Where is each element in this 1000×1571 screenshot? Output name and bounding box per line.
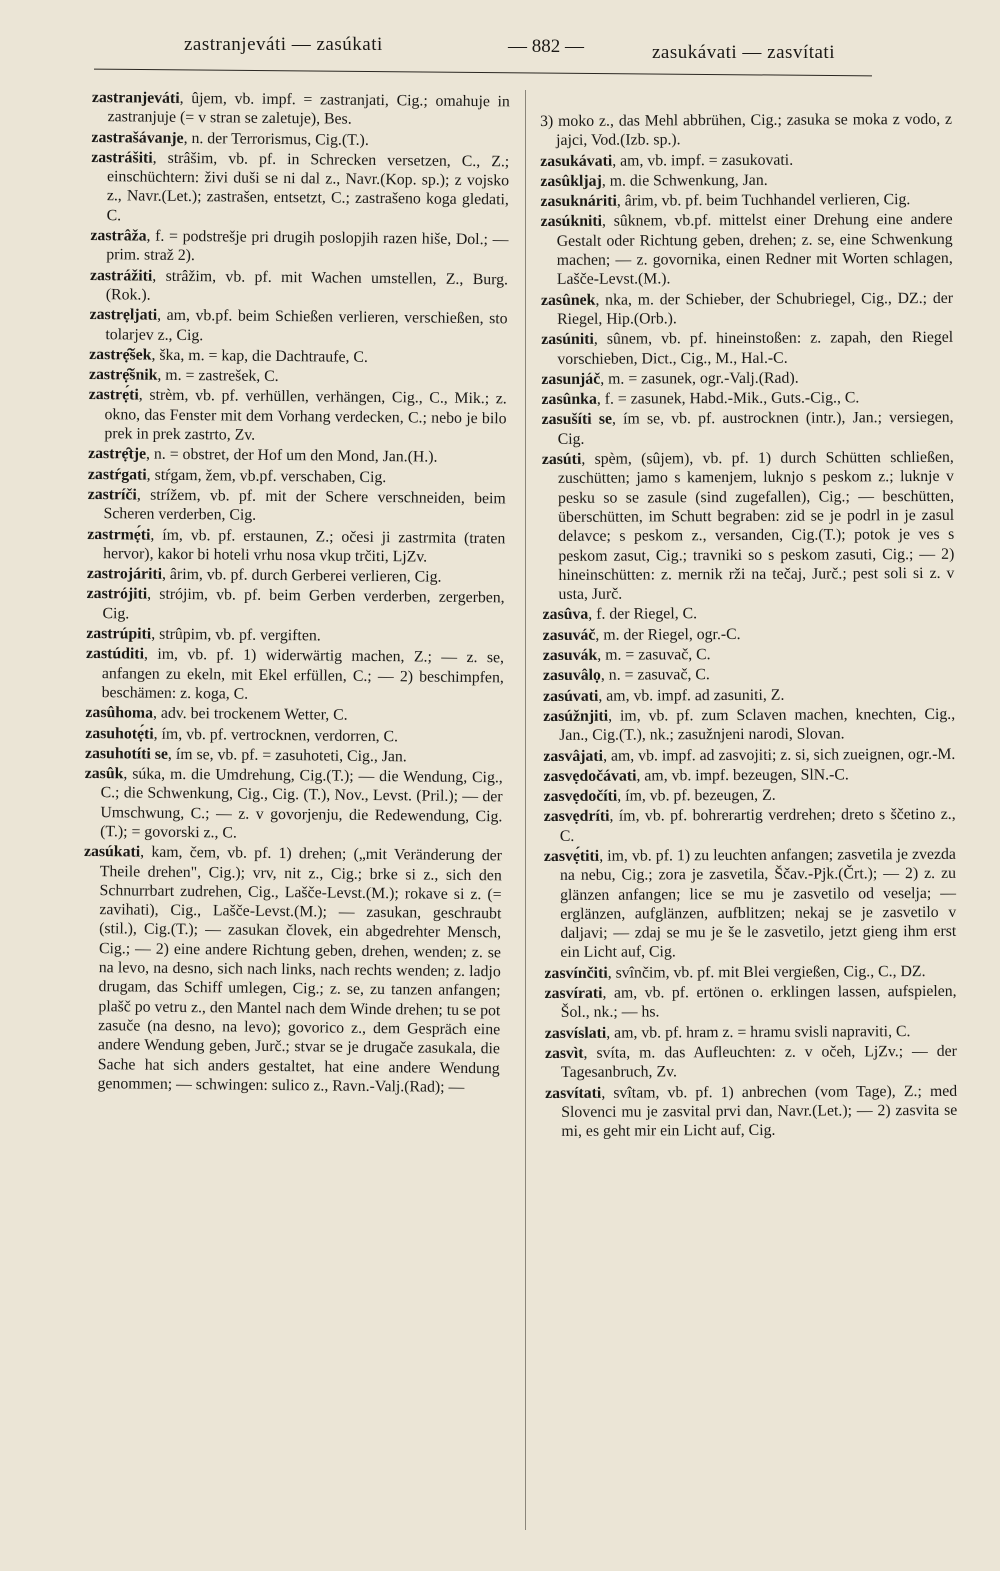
entry-headword: zasûk	[84, 765, 124, 783]
dictionary-entry	[545, 1081, 957, 1141]
entry-definition: , ârim, vb. pf. beim Tuchhandel verlieren, Cig.	[616, 191, 911, 210]
dictionary-entry	[545, 1042, 957, 1083]
entry-definition: , im, vb. pf. 1) zu leuchten anfangen; zasvetila je zvezda na nebu, Cig.; zora je zasvetila, Ščav.-Pjk.(Črt.); — 2) z. zu glänzen anfangen; lice se mu je zasvetilo od veselja; — erglänzen, aufglänzen, aufblitzen; nekaj se je zasvetilo v daljavi; — zdaj se mu je še le zasvetilo, jetzt gieng ihm erst ein Licht auf, Cig.	[559, 845, 957, 962]
entry-definition: , svînčim, vb. pf. mit Blei vergießen, Cig., C., DZ.	[607, 962, 926, 982]
dictionary-entry	[86, 644, 505, 706]
dictionary-entry	[542, 408, 954, 449]
entry-headword: zasûva	[542, 606, 589, 624]
entry-headword: zastrojáriti	[86, 565, 163, 583]
entry-definition: , nka, m. der Schieber, der Schubriegel, Cig., DZ.; der Riegel, Hip.(Orb.).	[557, 289, 954, 328]
dictionary-entry	[541, 210, 953, 289]
entry-headword: zastrmẹ́ti	[87, 525, 151, 544]
entry-headword: zasvẹ́titi	[543, 847, 600, 865]
entry-headword: zastŕgati	[87, 465, 147, 484]
entry-headword: zasvínčiti	[544, 964, 608, 982]
entry-headword: zastrẹ̑tje	[88, 445, 147, 463]
dictionary-entry	[92, 88, 510, 131]
entry-headword: zasvítati	[545, 1084, 602, 1102]
entry-headword: zastrášiti	[91, 148, 153, 167]
entry-definition: , ûjem, vb. impf. = zastranjati, Cig.; omahuje in zastranjuje (= v stran se zaletuje), Bes.	[107, 89, 510, 129]
entry-definition: , n. der Terrorismus, Cig.(T.).	[183, 129, 369, 149]
entry-headword: zasuhotíti se	[84, 744, 169, 763]
entry-headword: zastrójiti	[86, 585, 148, 604]
entry-headword: zasúkniti	[540, 213, 603, 231]
entry-definition: , svíta, m. das Aufleuchten: z. v očeh, LjZv.; — der Tagesanbruch, Zv.	[560, 1042, 957, 1082]
entry-headword: zasuknáriti	[540, 192, 617, 211]
header-right-guide-words: zasukávati — zasvítati	[652, 42, 835, 63]
entry-headword: zastrẹ̑šnik	[88, 366, 158, 384]
entry-definition: , m. = zastrešek, C.	[157, 366, 279, 386]
entry-headword: zasukávati	[540, 152, 613, 170]
entry-headword: zastrašávanje	[91, 128, 184, 147]
entry-headword: zasvẹdočíti	[543, 787, 618, 806]
dictionary-entry	[86, 584, 504, 627]
dictionary-entry	[90, 226, 508, 269]
entry-definition: , am, vb. impf. = zasukovati.	[612, 151, 794, 170]
entry-headword: zasvẹdríti	[543, 808, 610, 826]
entry-definition: , m. = zasunek, ogr.-Valj.(Rad).	[600, 369, 799, 388]
entry-definition: , ím, vb. pf. erstaunen, Z.; očesi ji zastrmita (traten hervor), kakor bi hoteli vrhu nosa vkup trčiti, LjZv.	[103, 526, 506, 566]
entry-definition: , strèm, vb. pf. verhüllen, verhängen, Cig., C., Mik.; z. okno, das Fenster mit dem Vorhang verdecken, C.; nebo je bilo prek in prek zastrto, Zv.	[104, 386, 507, 444]
entry-headword: zasuvâlọ	[542, 667, 601, 685]
entry-definition: , ím se, vb. pf. austrocknen (intr.), Jan.; versiegen, Cig.	[557, 409, 954, 448]
entry-definition: , am, vb. pf. ertönen o. erklingen lassen, aufspielen, Šol., nk.; — hs.	[560, 982, 957, 1022]
dictionary-entry	[81, 842, 502, 1097]
entry-headword: zastrážiti	[89, 266, 153, 285]
entry-definition: , ím, vb. pf. bezeugen, Z.	[617, 786, 776, 805]
entry-headword: zastranjeváti	[91, 88, 180, 107]
dictionary-entry	[543, 664, 955, 685]
entry-headword: zasúkati	[83, 843, 141, 861]
dictionary-entry	[88, 385, 507, 447]
entry-definition: , am, vb.pf. beim Schießen verlieren, verschießen, sto tolarjev z., Cig.	[105, 306, 508, 344]
entry-headword: zasûnek	[540, 291, 596, 309]
dictionary-entry	[540, 110, 952, 151]
dictionary-entry	[543, 765, 955, 786]
entry-definition: , ím, vb. pf. bohrerartig verdrehen; dreto s ščetino z., C.	[559, 806, 956, 845]
entry-headword: zastrúpiti	[86, 624, 152, 643]
dictionary-entry	[543, 684, 955, 705]
entry-headword: zasuvák	[542, 646, 598, 665]
entry-definition: , f. der Riegel, C.	[588, 605, 698, 624]
dictionary-entry	[540, 170, 952, 191]
dictionary-entry	[543, 705, 955, 746]
dictionary-entry	[540, 190, 952, 211]
entry-definition: , f. = zasunek, Habd.-Mik., Guts.-Cig., C.	[596, 389, 860, 408]
dictionary-entry	[544, 785, 956, 806]
entry-headword: zasûhoma	[85, 704, 154, 722]
entry-headword: zasunjáč	[541, 370, 601, 388]
dictionary-entry	[540, 149, 952, 170]
entry-headword: zastrẹljati	[89, 306, 158, 324]
entry-definition: , strûpim, vb. pf. vergiften.	[151, 625, 321, 645]
entry-definition: , svîtam, vb. pf. 1) anbrechen (vom Tage), Z.; med Slovenci mu je zasvital prvi dan, Navr.(Let.); — 2) zasvita se mi, es geht mir ein Licht auf, Cig.	[561, 1082, 958, 1141]
page-number: — 882 —	[508, 36, 584, 57]
entry-definition: , im, vb. pf. zum Sclaven machen, knechten, Cig., Jan., Cig.(T.), nk.; zasužnjeni narodi, Slovan.	[559, 705, 956, 745]
right-column	[540, 110, 957, 1143]
dictionary-entry	[89, 305, 507, 348]
left-column	[81, 88, 510, 1098]
entry-definition: , sûknem, vb.pf. mittelst einer Drehung eine andere Gestalt oder Richtung geben, drehen; z. se, eine Schwenkung machen; — z. govornika, einen Redner mit Worten schlagen, Lašče-Levst.(M.).	[556, 211, 953, 289]
entry-definition: , ârim, vb. pf. durch Gerberei verlieren, Cig.	[161, 565, 442, 586]
entry-definition: , am, vb. impf. ad zasvojiti; z. si, sich zueignen, ogr.-M.	[602, 745, 956, 765]
dictionary-entry	[543, 744, 955, 765]
dictionary-entry	[541, 289, 953, 330]
entry-headword: zasûkljaj	[540, 172, 602, 190]
entry-definition: , am, vb. pf. hram z. = hramu svisli napraviti, C.	[606, 1022, 911, 1042]
entry-headword: zastrâža	[90, 227, 147, 245]
dictionary-entry	[541, 388, 953, 409]
entry-headword: zasuhotẹ́ti	[85, 724, 154, 743]
entry-definition: , ška, m. = kap, die Dachtraufe, C.	[151, 346, 368, 366]
dictionary-entry	[84, 764, 503, 846]
entry-definition: , am, vb. impf. bezeugen, SlN.-C.	[636, 766, 849, 785]
entry-headword: zasvẹdočávati	[543, 767, 637, 785]
header-left-guide-words: zastranjeváti — zasúkati	[184, 34, 383, 55]
entry-definition: , am, vb. impf. ad zasuniti, Z.	[598, 686, 785, 705]
dictionary-entry	[544, 962, 956, 983]
entry-headword: zasúniti	[541, 330, 594, 349]
entry-definition: , kam, čem, vb. pf. 1) drehen; („mit Veränderung der Theile drehen", Cig.); vrv, nit z., Cig.; brke si z., sich den Schnurrbart zudrehen, Cig., Lašče-Levst.(M.); rokave si z. (= zavihati), Cig., Lašče-Levst.(M.); — zasukan, geschraubt (stil.), Cig.(T.); — zasukan človek, ein abgedrehter Mensch, Cig.; — 2) eine andere Richtung geben, drehen, wenden; z. se na levo, na desno, sich nach links, nach rechts wenden; z. ladjo drugam, das Schiff umlegen, Cig.; z. se, zu tanzen anfangen; plašč po vetru z., den Mantel nach dem Winde drehen; tu se pot zasuče (na desno, na levo); govorico z., dem Gespräch eine andere Wendung geben, Jurč.; stvar se je drugače zasukala, die Sache hat sich anders gestaltet, hat eine andere Wendung genommen; — schwingen: sulico z., Ravn.-Valj.(Rad); —	[97, 843, 503, 1096]
entry-definition: , strížem, vb. pf. mit der Schere verschneiden, beim Scheren verderben, Cig.	[103, 486, 506, 524]
entry-headword: zastrẹ́ti	[88, 386, 139, 404]
entry-headword: zastrẹ̑šek	[89, 345, 152, 364]
dictionary-entry	[545, 1021, 957, 1042]
dictionary-entry	[545, 982, 957, 1023]
entry-definition: , n. = obstret, der Hof um den Mond, Jan.(H.).	[145, 445, 438, 466]
dictionary-entry	[544, 845, 957, 963]
entry-definition: , strâšim, vb. pf. in Schrecken versetzen, C., Z.; einschüchtern: živi duši se ni dal z., Navr.(Kop. sp.); z vojsko z., Navr.(Let.); zastrašen, entsetzt, C.; zastrašeno koga gledati, C.	[106, 149, 510, 225]
entry-headword: zasušíti se	[541, 411, 613, 429]
dictionary-entry	[543, 603, 955, 624]
page-header	[90, 34, 870, 70]
entry-headword: zasvìt	[544, 1044, 584, 1062]
entry-definition: , spèm, (sûjem), vb. pf. 1) durch Schütten schließen, zuschütten; jamo s kamenjem, luknjo s peskom z.; luknje v pesku so se zasule (sind zugefallen), Cig.; — beschütten, überschütten, im Schutt begraben: zid se je podrl in je zasul delavce; s peskom z., versanden, Cig.(T.); potok je ves s peskom zasut, Cig.; travniki so s peskom zasuti, Cig.; — 2) hineinschütten: z. mernik rži na tečaj, Jurč.; pest soli si z. v usta, Jurč.	[557, 448, 955, 604]
entry-headword: zasúvati	[543, 687, 599, 705]
column-divider	[525, 90, 526, 1530]
dictionary-entry	[541, 328, 953, 369]
entry-headword: zastúditi	[85, 645, 145, 663]
entry-headword: zasúti	[541, 450, 582, 469]
entry-headword: zasûnka	[541, 390, 597, 409]
dictionary-entry	[543, 644, 955, 665]
dictionary-entry	[541, 368, 953, 389]
entry-definition: , im, vb. pf. 1) widerwärtig machen, Z.; — z. se, anfangen zu ekeln, mit Ekel erfüllen, C.; — 2) beschimpfen, beschämen: z. koga, C.	[101, 645, 505, 703]
entry-definition: , strâžim, vb. pf. mit Wachen umstellen, Z., Burg.(Rok.).	[105, 267, 509, 304]
entry-definition: , stŕgam, žem, vb.pf. verschaben, Cig.	[146, 466, 387, 486]
dictionary-entry	[91, 148, 510, 230]
entry-headword: zasvírati	[544, 984, 603, 1003]
entry-definition: , m. = zasuvač, C.	[597, 646, 711, 664]
entry-definition: , m. die Schwenkung, Jan.	[601, 171, 768, 190]
entry-definition: , ím, vb. pf. vertrocknen, verdorren, C.	[153, 725, 399, 745]
dictionary-entry	[90, 266, 508, 309]
dictionary-entry	[87, 485, 505, 528]
entry-definition: , ím se, vb. pf. = zasuhoteti, Cig., Jan.	[167, 745, 407, 766]
entry-definition: , sûnem, vb. pf. hineinstoßen: z. zapah, den Riegel vorschieben, Dict., Cig., M., Hal.-C.	[557, 329, 954, 368]
entry-headword: zasúžnjiti	[543, 707, 609, 725]
dictionary-entry	[542, 448, 955, 605]
entry-definition: , n. = zasuvač, C.	[600, 666, 710, 685]
entry-definition: , strójim, vb. pf. beim Gerben verderben, zergerben, Cig.	[102, 586, 505, 623]
dictionary-entry	[543, 624, 955, 645]
entry-definition: , f. = podstrešje pri drugih poslopjih razen hiše, Dol.; — prim. straž 2).	[106, 227, 509, 265]
dictionary-entry	[87, 525, 505, 568]
entry-headword: zasvâjati	[543, 747, 604, 765]
entry-headword: zasuváč	[542, 626, 596, 644]
entry-definition: , adv. bei trockenem Wetter, C.	[152, 704, 348, 724]
entry-definition: , súka, m. die Umdrehung, Cig.(T.); — die Wendung, Cig., C.; die Schwenkung, Cig., Cig. (T.), Nov., Levst. (Pril.); — der Umschwung, C.; — z. v govorjenju, die Redewendung, Cig.(T.); = govorski z., C.	[100, 765, 503, 842]
dictionary-entry	[544, 805, 956, 846]
entry-headword: zastríči	[87, 485, 137, 504]
entry-definition: 3) moko z., das Mehl abbrühen, Cig.; zasuka se moka z vodo, z jajci, Vod.(Izb. sp.).	[540, 110, 953, 150]
entry-definition: , m. der Riegel, ogr.-C.	[595, 625, 741, 644]
entry-headword: zasvíslati	[544, 1024, 607, 1042]
